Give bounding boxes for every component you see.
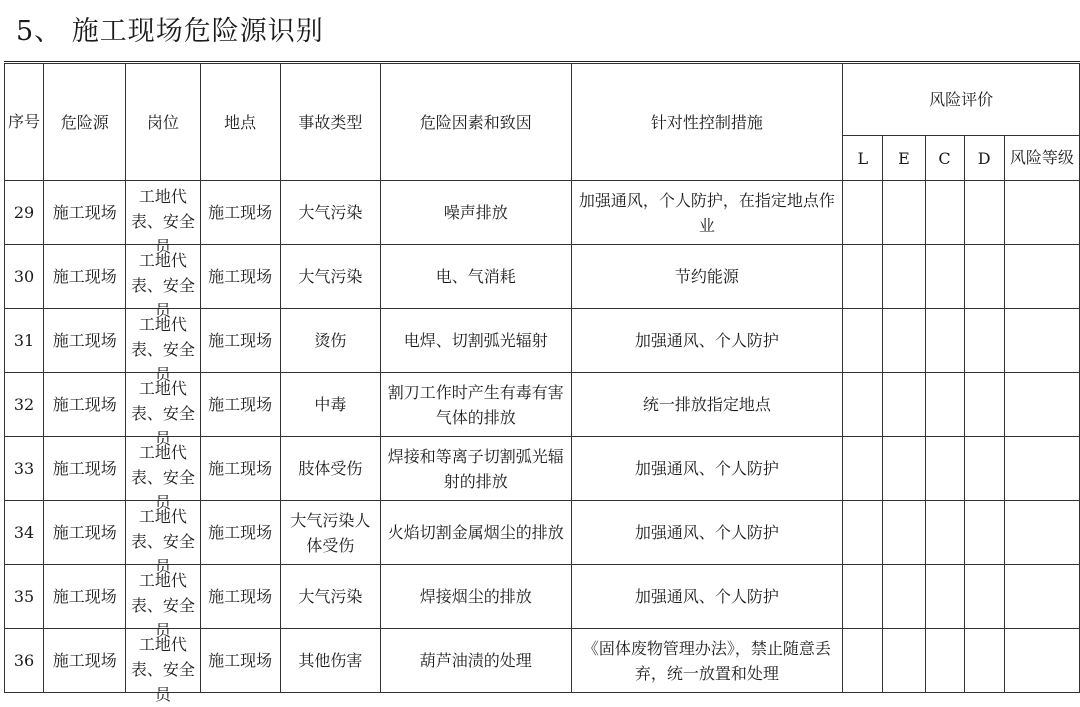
cell-post-text: 工地代表、安全员	[130, 186, 195, 256]
cell-e	[883, 373, 925, 437]
cell-hazard: 施工现场	[44, 565, 126, 629]
cell-hazard: 施工现场	[44, 501, 126, 565]
cell-l	[843, 373, 883, 437]
header-factors: 危险因素和致因	[381, 64, 572, 181]
cell-hazard: 施工现场	[44, 437, 126, 501]
cell-post	[126, 501, 200, 576]
cell-hazard: 施工现场	[44, 245, 126, 309]
cell-measures: 加强通风、个人防护	[571, 565, 843, 629]
cell-accident-type: 大气污染	[280, 181, 380, 245]
cell-e	[883, 181, 925, 245]
cell-measures: 《固体废物管理办法》，禁止随意丢弃，统一放置和处理	[571, 629, 843, 693]
cell-location: 施工现场	[200, 565, 280, 629]
cell-measures: 节约能源	[571, 245, 843, 309]
cell-c	[925, 501, 964, 565]
cell-measures: 统一排放指定地点	[571, 373, 843, 437]
table-row	[5, 181, 1080, 245]
cell-hazard: 施工现场	[44, 181, 126, 245]
table-row	[5, 437, 1080, 501]
table-row	[5, 245, 1080, 309]
cell-factors: 电焊、切割弧光辐射	[381, 309, 572, 373]
header-location: 地点	[200, 64, 280, 181]
header-measures: 针对性控制措施	[571, 64, 843, 181]
cell-factors: 焊接和等离子切割弧光辐射的排放	[381, 437, 572, 501]
hazard-table	[4, 63, 1080, 704]
cell-risk-grade	[1004, 629, 1079, 693]
cell-measures: 加强通风、个人防护	[571, 501, 843, 565]
cell-l	[843, 245, 883, 309]
cell-seq: 36	[5, 629, 44, 693]
cell-l	[843, 309, 883, 373]
header-d: D	[964, 136, 1004, 181]
table-row	[5, 565, 1080, 629]
header-e: E	[883, 136, 925, 181]
cell-measures: 加强通风、个人防护	[571, 309, 843, 373]
cell-accident-type: 烫伤	[280, 309, 380, 373]
cell-e	[883, 437, 925, 501]
cell-d	[964, 309, 1004, 373]
cell-accident-type: 肢体受伤	[280, 437, 380, 501]
cell-factors: 割刀工作时产生有毒有害气体的排放	[381, 373, 572, 437]
header-post: 岗位	[126, 64, 200, 181]
cell-c	[925, 181, 964, 245]
cell-post	[126, 181, 200, 256]
cell-l	[843, 437, 883, 501]
header-hazard: 危险源	[44, 64, 126, 181]
cell-post	[126, 309, 200, 384]
cell-factors: 火焰切割金属烟尘的排放	[381, 501, 572, 565]
table-row	[5, 629, 1080, 693]
cell-post	[126, 565, 200, 640]
header-c: C	[925, 136, 964, 181]
cell-factors: 焊接烟尘的排放	[381, 565, 572, 629]
cell-d	[964, 245, 1004, 309]
cell-seq: 33	[5, 437, 44, 501]
cell-e	[883, 501, 925, 565]
cell-measures: 加强通风，个人防护，在指定地点作业	[571, 181, 843, 245]
table-header	[5, 64, 1080, 181]
cell-location: 施工现场	[200, 373, 280, 437]
cell-l	[843, 501, 883, 565]
cell-accident-type: 大气污染	[280, 565, 380, 629]
table-row	[5, 501, 1080, 565]
cell-risk-grade	[1004, 309, 1079, 373]
cell-d	[964, 565, 1004, 629]
cell-location: 施工现场	[200, 309, 280, 373]
cell-e	[883, 565, 925, 629]
page-title: 5、 施工现场危险源识别	[16, 16, 324, 47]
cell-l	[843, 565, 883, 629]
header-risk-evaluation: 风险评价	[843, 64, 1080, 136]
cell-c	[925, 565, 964, 629]
cell-post	[126, 437, 200, 512]
cell-l	[843, 629, 883, 693]
cell-l	[843, 181, 883, 245]
cell-seq: 32	[5, 373, 44, 437]
cell-post-text: 工地代表、安全员	[130, 570, 195, 640]
cell-location: 施工现场	[200, 181, 280, 245]
cell-location: 施工现场	[200, 437, 280, 501]
cell-e	[883, 629, 925, 693]
cell-post-text: 工地代表、安全员	[130, 250, 195, 320]
cell-c	[925, 309, 964, 373]
cell-risk-grade	[1004, 501, 1079, 565]
cell-post-text: 工地代表、安全员	[130, 506, 195, 576]
cell-post	[126, 373, 200, 448]
cell-risk-grade	[1004, 565, 1079, 629]
cell-post-text: 工地代表、安全员	[130, 314, 195, 384]
cell-seq: 35	[5, 565, 44, 629]
header-risk-grade-label: 风险等级	[1009, 148, 1074, 167]
cell-seq: 30	[5, 245, 44, 309]
cell-post-text: 工地代表、安全员	[130, 378, 195, 448]
cell-d	[964, 629, 1004, 693]
cell-risk-grade	[1004, 245, 1079, 309]
cell-location: 施工现场	[200, 501, 280, 565]
cell-seq: 31	[5, 309, 44, 373]
cell-post	[126, 245, 200, 320]
cell-risk-grade	[1004, 181, 1079, 245]
cell-factors: 噪声排放	[381, 181, 572, 245]
cell-factors: 电、气消耗	[381, 245, 572, 309]
cell-e	[883, 309, 925, 373]
cell-d	[964, 373, 1004, 437]
cell-post-text: 工地代表、安全员	[130, 442, 195, 512]
cell-c	[925, 437, 964, 501]
cell-factors: 葫芦油渍的处理	[381, 629, 572, 693]
header-l: L	[843, 136, 883, 181]
table-row	[5, 373, 1080, 437]
cell-d	[964, 437, 1004, 501]
cell-post-text: 工地代表、安全员	[130, 634, 195, 704]
table-row	[5, 309, 1080, 373]
header-accident-type: 事故类型	[280, 64, 380, 181]
cell-e	[883, 245, 925, 309]
cell-d	[964, 501, 1004, 565]
cell-c	[925, 373, 964, 437]
cell-accident-type: 大气污染	[280, 245, 380, 309]
cell-risk-grade	[1004, 373, 1079, 437]
header-risk-grade	[1004, 136, 1079, 181]
cell-location: 施工现场	[200, 245, 280, 309]
table-body	[5, 181, 1080, 704]
header-seq: 序号	[5, 64, 44, 181]
cell-post	[126, 629, 200, 704]
cell-seq: 34	[5, 501, 44, 565]
cell-risk-grade	[1004, 437, 1079, 501]
cell-measures: 加强通风、个人防护	[571, 437, 843, 501]
cell-c	[925, 629, 964, 693]
cell-hazard: 施工现场	[44, 309, 126, 373]
cell-accident-type: 大气污染人体受伤	[280, 501, 380, 565]
title-divider	[4, 61, 1080, 62]
cell-seq: 29	[5, 181, 44, 245]
cell-c	[925, 245, 964, 309]
cell-d	[964, 181, 1004, 245]
cell-location: 施工现场	[200, 629, 280, 693]
cell-accident-type: 中毒	[280, 373, 380, 437]
cell-hazard: 施工现场	[44, 373, 126, 437]
cell-accident-type: 其他伤害	[280, 629, 380, 693]
cell-hazard: 施工现场	[44, 629, 126, 693]
